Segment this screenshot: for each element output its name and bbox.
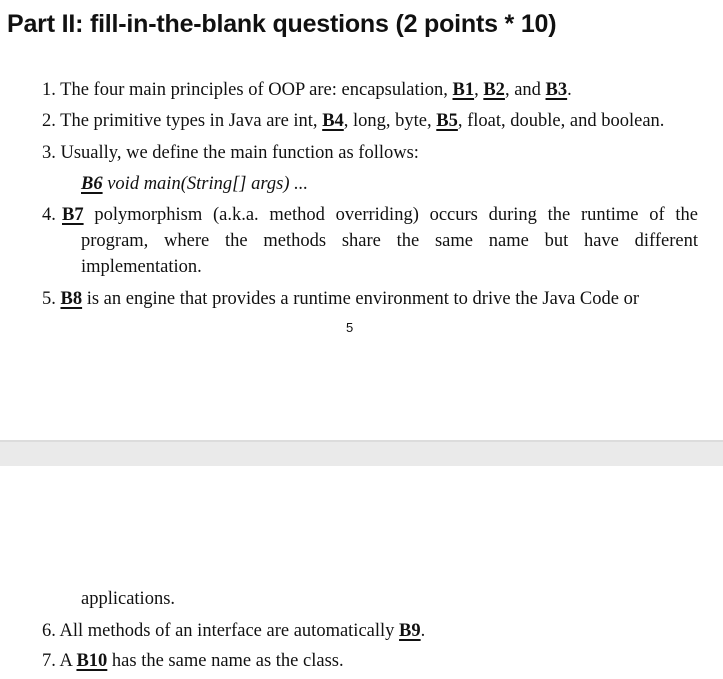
blank-b6: B6	[81, 174, 103, 194]
question-3	[42, 140, 419, 166]
question-text: is an engine that provides a runtime environment to drive the Java Code or	[82, 289, 639, 309]
blank-b10: B10	[76, 651, 108, 671]
blank-b7: B7	[62, 205, 84, 225]
section-heading: Part II: fill-in-the-blank questions (2 points * 10)	[7, 10, 557, 38]
question-number: 5.	[42, 289, 56, 309]
question-6: 6. All methods of an interface are automatically B9.	[42, 621, 426, 641]
blank-b2: B2	[483, 80, 505, 100]
page-break	[0, 440, 723, 466]
blank-b1: B1	[452, 80, 475, 100]
question-text: A	[59, 651, 77, 671]
question-4-line-3: implementation.	[81, 257, 202, 277]
blank-b9: B9	[399, 621, 421, 641]
blank-b5: B5	[436, 111, 458, 131]
code-line-main	[81, 171, 308, 197]
question-2: 2. The primitive types in Java are int, B4, long, byte, B5, float, double, and boolean.	[42, 111, 665, 131]
question-5	[42, 286, 639, 312]
question-1: 1. The four main principles of OOP are: encapsulation, B1, B2, and B3.	[42, 80, 572, 100]
blank-b4: B4	[322, 111, 344, 131]
question-text: The primitive types in Java are int,	[60, 111, 323, 131]
question-text: The four main principles of OOP are: encapsulation,	[60, 80, 453, 100]
question-text: Usually, we define the main function as follows:	[60, 143, 419, 163]
question-number: 2.	[42, 111, 56, 131]
question-text: All methods of an interface are automatically	[59, 621, 400, 641]
code-text: void main(String[] args) ...	[102, 174, 308, 194]
question-4-number: 4.	[42, 205, 56, 225]
question-4-line-2: program, where the methods share the same name but have different	[81, 231, 698, 251]
question-number: 3.	[42, 143, 56, 163]
question-7: 7. A B10 has the same name as the class.	[42, 651, 344, 671]
question-5-continued: applications.	[81, 589, 176, 609]
question-number: 7.	[42, 651, 56, 671]
page-number: 5	[346, 320, 354, 335]
question-number: 6.	[42, 621, 56, 641]
question-4-line-1: B7 polymorphism (a.k.a. method overriding) occurs during the runtime of the	[62, 205, 698, 225]
blank-b8: B8	[60, 289, 83, 309]
blank-b3: B3	[545, 80, 568, 100]
question-number: 1.	[42, 80, 56, 100]
